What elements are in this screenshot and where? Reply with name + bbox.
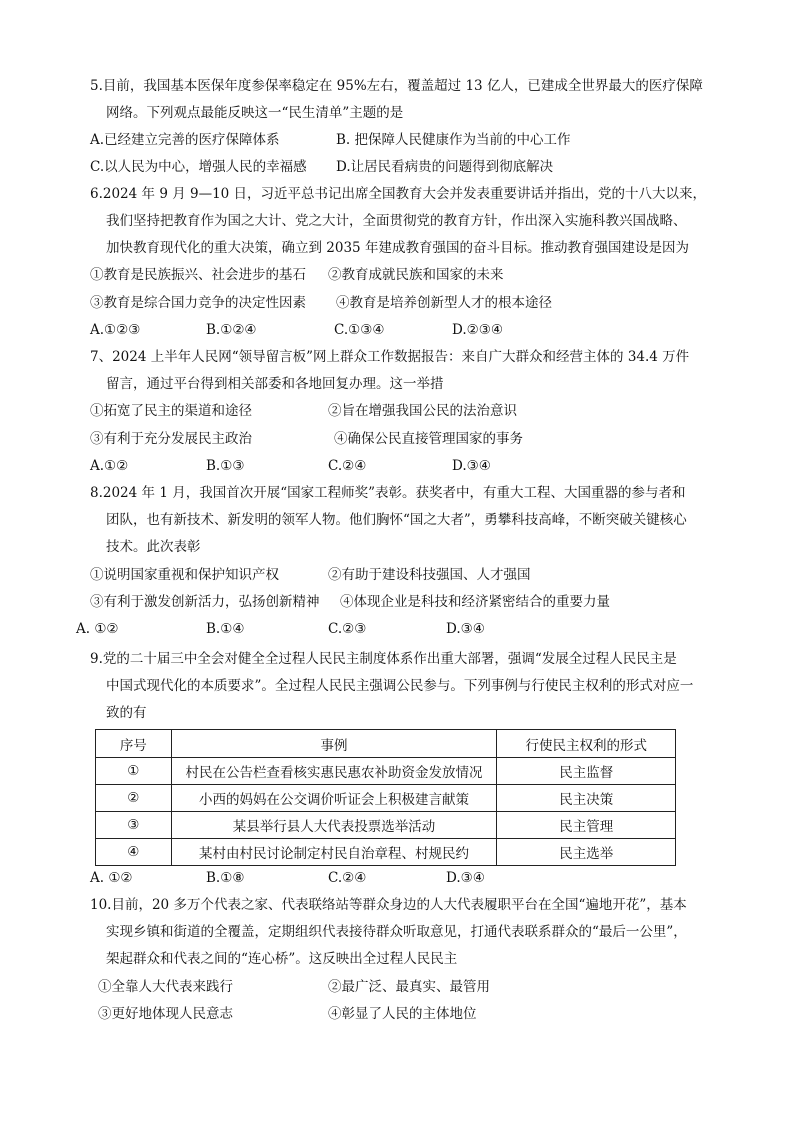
q6-option-b: B.①②④ — [206, 322, 257, 338]
q5-stem-line-2: 网络。下列观点最能反映这一“民生清单”主题的是 — [106, 105, 404, 121]
table-cell: 民主管理 — [497, 812, 676, 839]
q6-statement-1: ①教育是民族振兴、社会进步的基石 — [90, 267, 306, 283]
q8-stem-line-1: 8.2024 年 1 月，我国首次开展“国家工程师奖”表彰。获奖者中，有重大工程、大国重器的参与者和 — [90, 485, 686, 501]
q6-stem-line-1: 6.2024 年 9 月 9—10 日，习近平总书记出席全国教育大会并发表重要讲话并指出，党的十八大以来， — [90, 186, 707, 202]
q9-stem-line-3: 致的有 — [106, 705, 147, 721]
q9-option-a: A. ①② — [90, 870, 133, 886]
q8-option-b: B.①④ — [206, 621, 245, 637]
q5-stem-line-1: 5.目前，我国基本医保年度参保率稳定在 95%左右，覆盖超过 13 亿人，已建成全世界最大的医疗保障 — [90, 78, 703, 94]
table-header: 序号 — [96, 730, 172, 758]
q7-statement-2: ②旨在增强我国公民的法治意识 — [328, 403, 517, 419]
table-cell: ④ — [96, 839, 172, 866]
q7-option-d: D.③④ — [452, 458, 491, 474]
q7-option-c: C.②④ — [328, 458, 367, 474]
table-cell: ③ — [96, 812, 172, 839]
q9-option-d: D.③④ — [446, 870, 485, 886]
table-cell: 民主选举 — [497, 839, 676, 866]
q7-stem-line-1: 7、2024 上半年人民网“领导留言板”网上群众工作数据报告：来自广大群众和经营主体的 34.4 万件 — [90, 349, 690, 365]
q7-stem-line-2: 留言，通过平台得到相关部委和各地回复办理。这一举措 — [106, 376, 444, 392]
q6-option-d: D.②③④ — [452, 322, 503, 338]
table-header: 事例 — [171, 730, 497, 758]
q8-statement-2: ②有助于建设科技强国、人才强国 — [328, 567, 531, 583]
q10-statement-1: ①全靠人大代表来践行 — [98, 979, 233, 995]
table-cell: 某县举行县人大代表投票选举活动 — [171, 812, 497, 839]
q9-stem-line-2: 中国式现代化的本质要求”。全过程人民民主强调公民参与。下列事例与行使民主权利的形式对应一 — [106, 678, 694, 694]
q10-statement-2: ②最广泛、最真实、最管用 — [328, 979, 490, 995]
table-cell: 民主监督 — [497, 758, 676, 785]
q7-statement-1: ①拓宽了民主的渠道和途径 — [90, 403, 252, 419]
q6-statement-4: ④教育是培养创新型人才的根本途径 — [336, 295, 552, 311]
table-cell: 民主决策 — [497, 785, 676, 812]
q5-option-c: C.以人民为中心，增强人民的幸福感 — [90, 159, 307, 175]
table-header-row — [96, 730, 676, 758]
q9-option-b: B.①⑧ — [206, 870, 245, 886]
q6-option-a: A.①②③ — [90, 322, 141, 338]
q8-statement-1: ①说明国家重视和保护知识产权 — [90, 567, 279, 583]
q7-option-a: A.①② — [90, 458, 129, 474]
q10-stem-line-2: 实现乡镇和街道的全覆盖，定期组织代表接待群众听取意见，打通代表联系群众的“最后一公里”， — [106, 924, 687, 940]
q7-statement-4: ④确保公民直接管理国家的事务 — [334, 431, 523, 447]
table-cell: 小西的妈妈在公交调价听证会上积极建言献策 — [171, 785, 497, 812]
table-cell: ① — [96, 758, 172, 785]
table-cell: ② — [96, 785, 172, 812]
q6-option-c: C.①③④ — [334, 322, 385, 338]
q8-option-d: D.③④ — [446, 621, 485, 637]
table-row — [96, 839, 676, 866]
q10-stem-line-1: 10.目前，20 多万个代表之家、代表联络站等群众身边的人大代表履职平台在全国“遍地开花”，基本 — [90, 897, 687, 913]
q7-option-b: B.①③ — [206, 458, 245, 474]
q9-table — [95, 729, 676, 866]
q6-statement-2: ②教育成就民族和国家的未来 — [328, 267, 504, 283]
table-row — [96, 785, 676, 812]
q8-option-a: A. ①② — [76, 621, 119, 637]
q10-stem-line-3: 架起群众和代表之间的“连心桥”。这反映出全过程人民民主 — [106, 951, 458, 967]
table-header: 行使民主权利的形式 — [497, 730, 676, 758]
q6-stem-line-2: 我们坚持把教育作为国之大计、党之大计，全面贯彻党的教育方针，作出深入实施科教兴国战略、 — [106, 213, 687, 229]
table-cell: 某村由村民讨论制定村民自治章程、村规民约 — [171, 839, 497, 866]
table-row — [96, 812, 676, 839]
q5-option-b: B. 把保障人民健康作为当前的中心工作 — [336, 132, 571, 148]
table-row — [96, 758, 676, 785]
q10-statement-3: ③更好地体现人民意志 — [98, 1006, 233, 1022]
q8-statement-4: ④体现企业是科技和经济紧密结合的重要力量 — [340, 594, 610, 610]
q6-stem-line-3: 加快教育现代化的重大决策，确立到 2035 年建成教育强国的奋斗目标。推动教育强国建设是因为 — [106, 240, 689, 256]
table-cell: 村民在公告栏查看核实惠民惠农补助资金发放情况 — [171, 758, 497, 785]
q8-option-c: C.②③ — [328, 621, 367, 637]
q5-option-d: D.让居民看病贵的问题得到彻底解决 — [336, 159, 554, 175]
q8-statement-3: ③有利于激发创新活力，弘扬创新精神 — [90, 594, 320, 610]
q8-stem-line-2: 团队，也有新技术、新发明的领军人物。他们胸怀“国之大者”，勇攀科技高峰，不断突破关键核心 — [106, 512, 687, 528]
q6-statement-3: ③教育是综合国力竞争的决定性因素 — [90, 295, 306, 311]
q8-stem-line-3: 技术。此次表彰 — [106, 539, 201, 555]
q5-option-a: A.已经建立完善的医疗保障体系 — [90, 132, 280, 148]
q9-stem-line-1: 9.党的二十届三中全会对健全全过程人民民主制度体系作出重大部署，强调“发展全过程人民民主是 — [90, 651, 677, 667]
q7-statement-3: ③有利于充分发展民主政治 — [90, 431, 252, 447]
q9-option-c: C.②④ — [328, 870, 367, 886]
q10-statement-4: ④彰显了人民的主体地位 — [328, 1006, 477, 1022]
